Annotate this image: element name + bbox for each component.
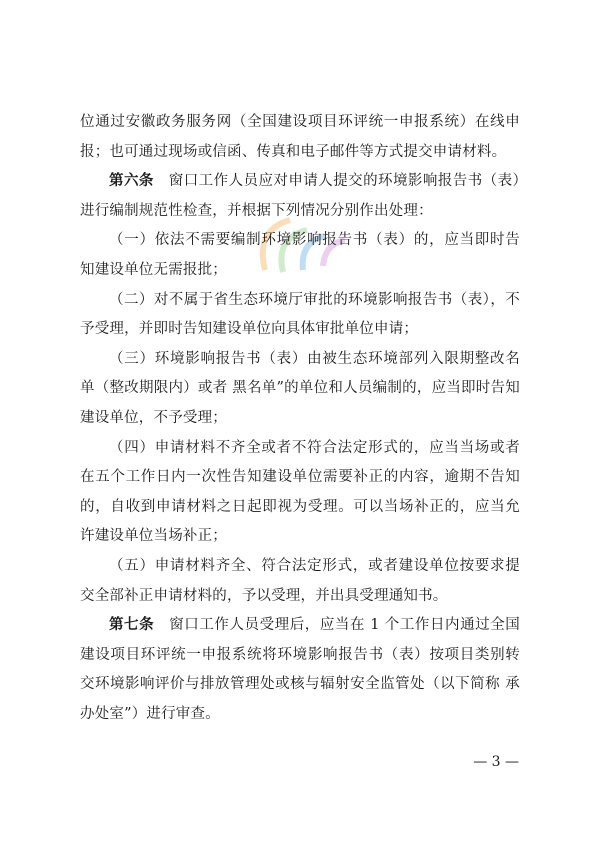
clause-1 [80,226,520,285]
paragraph-text: 位通过安徽政务服务网（全国建设项目环评统一申报系统）在线申报；也可通过现场或信函、传真和电子邮件等方式提交申请材料。 [80,114,520,160]
article-7-heading: 第七条 [109,617,155,634]
page-number: — 3 — [473,754,519,770]
paragraph-text: 窗口工作人员受理后，应当在 1 个工作日内通过全国建设项目环评统一申报系统将环境影响报告书（表）按项目类别转交环境影响评价与排放管理处或核与辐射安全监管处（以下简称 承办处室”）进行审查。 [80,617,520,722]
paragraph-text: （四）申请材料不齐全或者不符合法定形式的，应当当场或者在五个工作日内一次性告知建设单位需要补正的内容，逾期不告知的，自收到申请材料之日起即视为受理。可以当场补正的，应当允许建设单位当场补正； [80,439,520,545]
paragraph-text: （一）依法不需要编制环境影响报告书（表）的，应当即时告知建设单位无需报批； [80,232,520,278]
clause-3 [80,345,520,434]
clause-4 [80,434,520,552]
paragraph-1 [80,108,520,167]
article-6 [80,167,520,226]
article-7 [80,611,520,729]
clause-2 [80,286,520,345]
document-body [80,108,520,729]
paragraph-text: （五）申请材料齐全、符合法定形式，或者建设单位按要求提交全部补正申请材料的，予以受理，并出具受理通知书。 [80,557,520,604]
paragraph-text: （三）环境影响报告书（表）由被生态环境部列入限期整改名单（整改期限内）或者 黑名单”的单位和人员编制的，应当即时告知建设单位，不予受理； [80,350,520,426]
clause-5 [80,552,520,611]
paragraph-text: 窗口工作人员应对申请人提交的环境影响报告书（表）进行编制规范性检查，并根据下列情况分别作出处理： [80,173,520,219]
paragraph-text: （二）对不属于省生态环境厅审批的环境影响报告书（表），不予受理，并即时告知建设单位向具体审批单位申请； [80,291,520,338]
article-6-heading: 第六条 [109,173,154,190]
